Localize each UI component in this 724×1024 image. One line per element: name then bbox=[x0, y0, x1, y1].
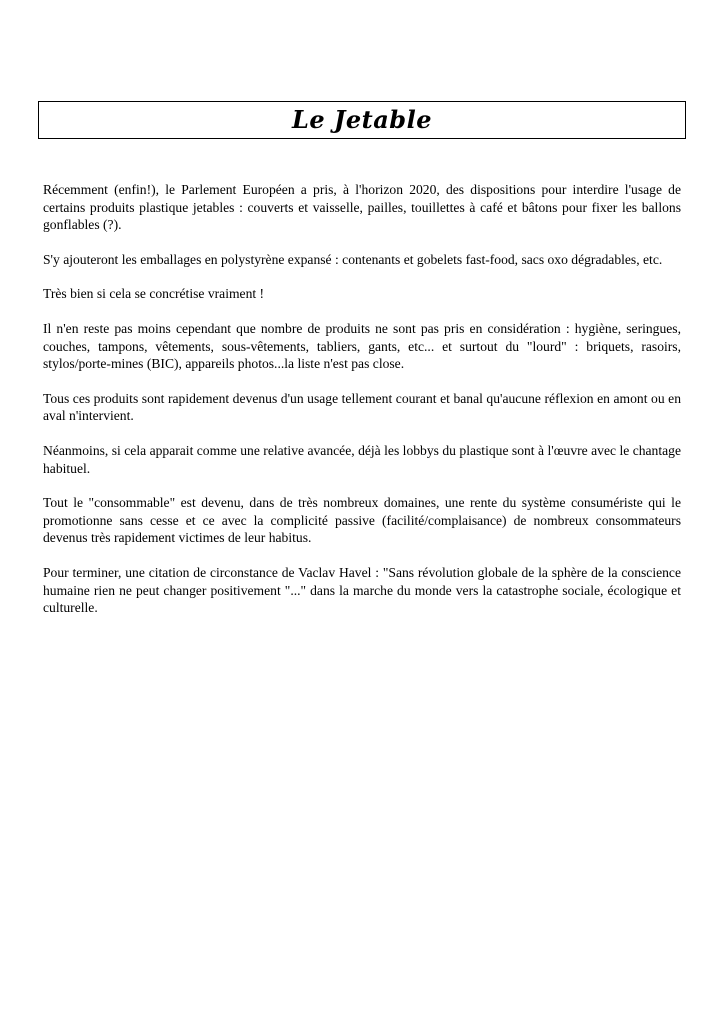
paragraph-2: S'y ajouteront les emballages en polystyrène expansé : contenants et gobelets fast-food, sacs oxo dégradables, etc. bbox=[43, 251, 663, 267]
paragraph-7: Tout le "consommable" est devenu, dans de très nombreux domaines, une rente du système consumériste qui le promotionne sans cesse et ce avec la complicité passive (facilité/complaisance) de nombreux consommateurs devenus très rapidement victimes de leur habitus. bbox=[43, 495, 681, 546]
paragraph-3: Très bien si cela se concrétise vraiment ! bbox=[43, 286, 265, 302]
paragraph-6: Néanmoins, si cela apparait comme une relative avancée, déjà les lobbys du plastique sont à l'œuvre avec le chantage habituel. bbox=[43, 442, 681, 476]
paragraph-4: Il n'en reste pas moins cependant que nombre de produits ne sont pas pris en considération : hygiène, seringues, couches, tampons, vêtements, sous-vêtements, tabliers, gants, etc... et surtout du "lourd" : briquets, rasoirs, stylos/porte-mines (BIC), appareils photos...la liste n'est pas close. bbox=[43, 320, 681, 372]
title-box bbox=[38, 101, 686, 139]
page-title: Le Jetable bbox=[292, 105, 432, 134]
paragraph-8: Pour terminer, une citation de circonstance de Vaclav Havel : "Sans révolution globale de la sphère de la conscience humaine rien ne peut changer positivement "..." dans la marche du monde vers la catastrophe sociale, écologique et culturelle. bbox=[43, 564, 681, 616]
document-body bbox=[43, 181, 681, 634]
paragraph-5: Tous ces produits sont rapidement devenus d'un usage tellement courant et banal qu'aucune réflexion en amont ou en aval n'intervient. bbox=[43, 390, 681, 424]
paragraph-1: Récemment (enfin!), le Parlement Européen a pris, à l'horizon 2020, des dispositions pour interdire l'usage de certains produits plastique jetables : couverts et vaisselle, pailles, touillettes à café et bâtons pour fixer les ballons gonflables (?). bbox=[43, 182, 681, 233]
